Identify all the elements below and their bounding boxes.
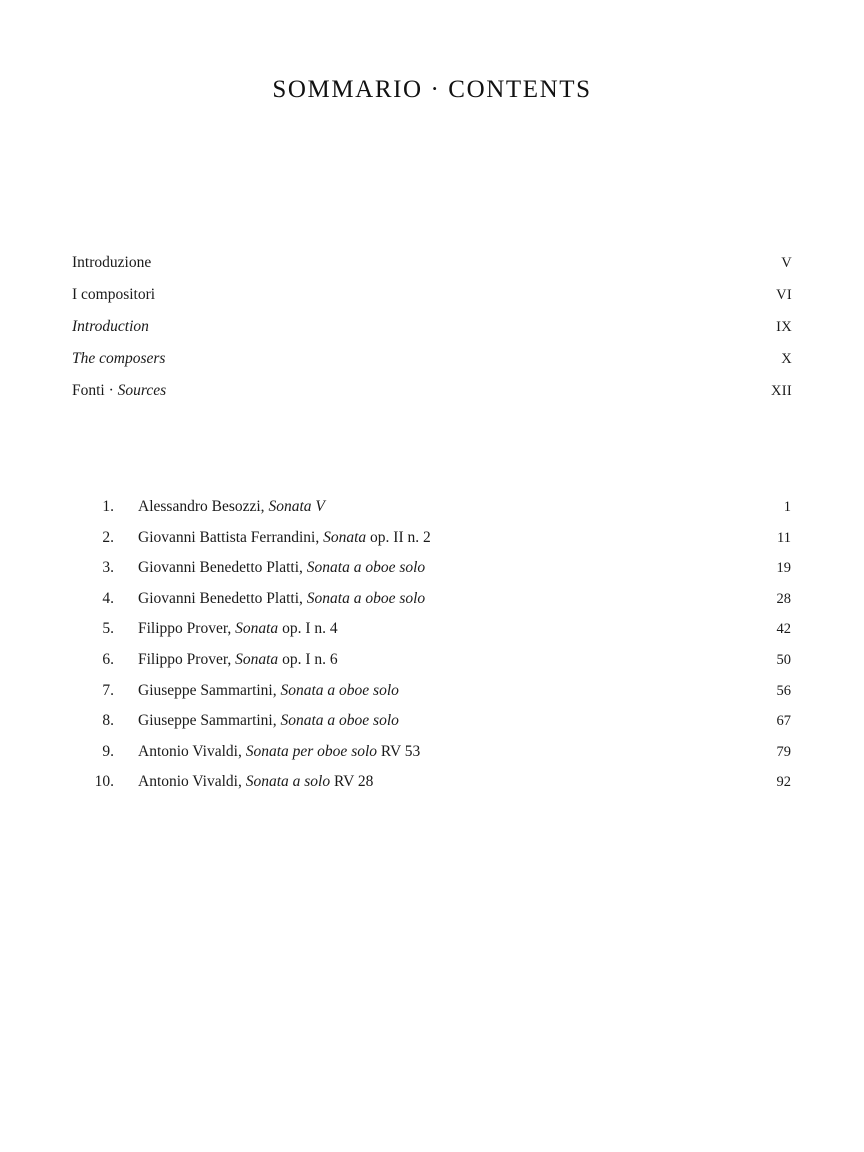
toc-item-entry xyxy=(138,589,425,609)
toc-item-entry xyxy=(138,711,399,731)
toc-item-page-number: 50 xyxy=(776,651,791,668)
table-row xyxy=(72,589,792,620)
front-matter-row xyxy=(72,317,792,349)
front-matter-page-number: XII xyxy=(770,383,792,399)
toc-item-number: 2. xyxy=(102,528,114,546)
toc-item-page-number: 56 xyxy=(776,682,791,699)
toc-item-entry xyxy=(138,558,425,578)
toc-item-composer: Filippo Prover, xyxy=(138,620,236,638)
front-matter-label: Introduzione xyxy=(72,254,152,271)
toc-item-number: 6. xyxy=(102,650,114,668)
toc-item-number: 3. xyxy=(102,559,114,577)
table-row xyxy=(72,711,792,742)
front-matter-label: Introduction xyxy=(72,318,149,335)
front-matter-row xyxy=(72,253,792,285)
front-matter-row xyxy=(72,285,792,317)
toc-item-page-number: 42 xyxy=(776,621,791,638)
toc-item-number: 1. xyxy=(102,498,114,515)
toc-item-entry xyxy=(138,681,399,701)
toc-item-work-title: Sonata xyxy=(235,650,279,668)
table-row xyxy=(72,619,792,650)
toc-item-work-suffix: op. I n. 6 xyxy=(278,650,338,668)
toc-item-composer: Giovanni Battista Ferrandini, xyxy=(138,528,324,546)
toc-item-work-suffix: RV 53 xyxy=(377,742,421,760)
toc-item-work-title: Sonata xyxy=(323,528,367,546)
table-row xyxy=(72,650,792,681)
toc-item-composer: Antonio Vivaldi, xyxy=(138,773,246,791)
toc-item-entry xyxy=(138,528,431,548)
toc-item-composer: Giovanni Benedetto Platti, xyxy=(138,559,307,577)
table-row xyxy=(72,528,792,559)
toc-item-work-title: Sonata a oboe solo xyxy=(280,681,399,699)
toc-item-entry xyxy=(138,772,373,792)
toc-item-work-suffix: op. I n. 4 xyxy=(278,620,338,638)
toc-item-number: 9. xyxy=(102,742,114,760)
front-matter-list xyxy=(72,253,792,413)
page-title: SOMMARIO · CONTENTS xyxy=(272,76,592,103)
toc-item-composer: Giuseppe Sammartini, xyxy=(138,712,281,730)
front-matter-page-number: X xyxy=(781,351,792,367)
toc-item-page-number: 28 xyxy=(776,590,791,607)
toc-item-composer: Giuseppe Sammartini, xyxy=(138,681,281,699)
toc-item-entry xyxy=(138,497,325,517)
front-matter-page-number: VI xyxy=(776,287,792,303)
front-matter-label: The composers xyxy=(72,350,166,367)
toc-item-number: 7. xyxy=(102,681,114,699)
toc-item-work-title: Sonata a oboe solo xyxy=(306,559,426,577)
toc-item-number: 5. xyxy=(102,620,114,638)
table-row xyxy=(72,772,792,803)
toc-item-composer: Antonio Vivaldi, xyxy=(138,742,246,760)
front-matter-label-italic: Sources xyxy=(117,382,167,399)
toc-item-work-title: Sonata per oboe solo xyxy=(245,742,378,760)
toc-item-number: 8. xyxy=(102,712,114,730)
toc-item-page-number: 79 xyxy=(776,743,791,760)
toc-item-entry xyxy=(138,742,420,762)
table-row xyxy=(72,681,792,712)
front-matter-row xyxy=(72,381,792,413)
toc-item-work-suffix: RV 28 xyxy=(330,773,374,791)
toc-item-number: 4. xyxy=(102,589,114,607)
table-row xyxy=(72,497,792,528)
toc-item-entry xyxy=(138,619,338,639)
toc-item-composer: Giovanni Benedetto Platti, xyxy=(138,589,307,607)
toc-item-work-title: Sonata xyxy=(235,620,279,638)
front-matter-label: I compositori xyxy=(72,286,156,303)
toc-item-composer: Alessandro Besozzi, xyxy=(138,498,269,515)
toc-item-work-title: Sonata a solo xyxy=(245,773,331,791)
toc-item-work-suffix: op. II n. 2 xyxy=(366,528,431,546)
toc-item-work-title: Sonata V xyxy=(268,498,325,515)
toc-item-number: 10. xyxy=(94,773,114,791)
contents-list xyxy=(72,497,792,803)
front-matter-label xyxy=(72,381,166,401)
toc-item-entry xyxy=(138,650,338,670)
toc-item-page-number: 67 xyxy=(776,713,791,730)
toc-item-page-number: 92 xyxy=(776,774,791,791)
toc-item-composer: Filippo Prover, xyxy=(138,650,236,668)
front-matter-label-roman: Fonti · xyxy=(72,382,118,399)
table-row xyxy=(72,742,792,773)
toc-item-work-title: Sonata a oboe solo xyxy=(306,589,426,607)
front-matter-page-number: V xyxy=(781,255,792,271)
table-row xyxy=(72,558,792,589)
front-matter-row xyxy=(72,349,792,381)
toc-item-work-title: Sonata a oboe solo xyxy=(280,712,399,730)
toc-item-page-number: 11 xyxy=(777,529,791,546)
toc-item-page-number: 1 xyxy=(783,499,791,515)
toc-item-page-number: 19 xyxy=(776,560,791,577)
front-matter-page-number: IX xyxy=(776,319,792,335)
